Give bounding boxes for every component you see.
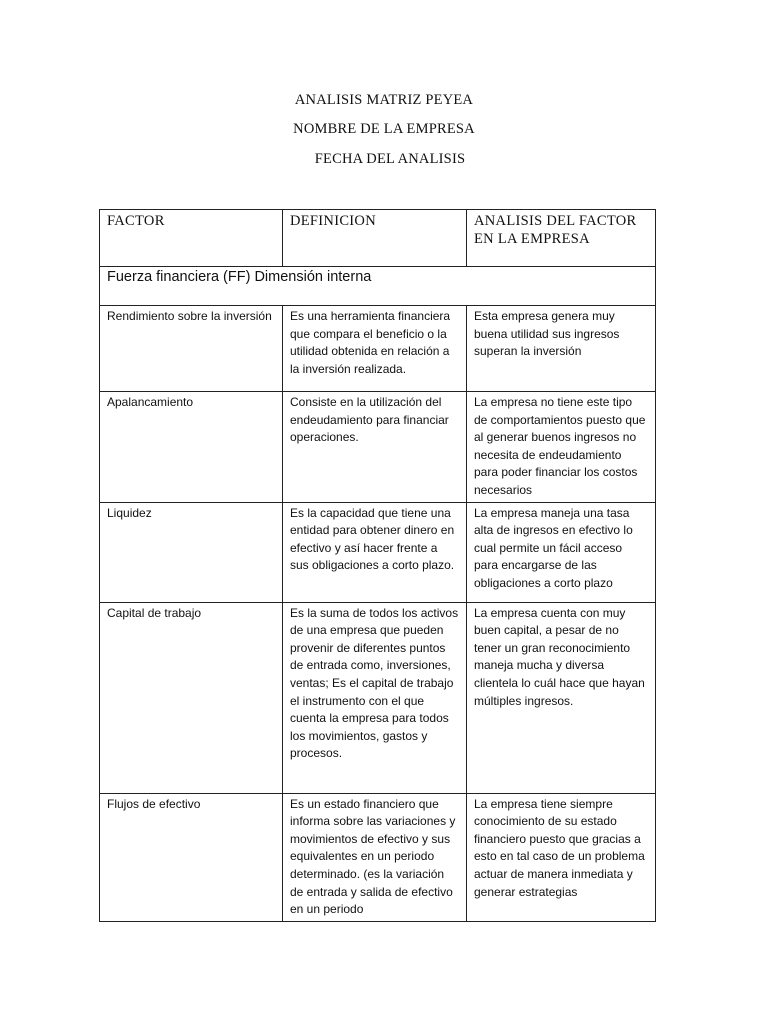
- analysis-cell: La empresa maneja una tasa alta de ingresos en efectivo lo cual permite un fácil acceso para encargarse de las obligaciones a corto plazo: [467, 502, 656, 602]
- table-row: [100, 502, 656, 602]
- definition-cell: Es un estado financiero que informa sobre las variaciones y movimientos de efectivo y sus equivalentes en un periodo determinado. (es la variación de entrada y salida de efectivo en un periodo: [283, 793, 467, 921]
- definition-cell: Es la suma de todos los activos de una empresa que pueden provenir de diferentes puntos de entrada como, inversiones, ventas; Es el capital de trabajo el instrumento con el que cuenta la empresa para todos los movimientos, gastos y procesos.: [283, 602, 467, 793]
- company-name-line: NOMBRE DE LA EMPRESA: [293, 121, 475, 137]
- definition-cell: Es la capacidad que tiene una entidad para obtener dinero en efectivo y así hacer frente a sus obligaciones a corto plazo.: [283, 502, 467, 602]
- section-row: [100, 267, 656, 306]
- analysis-cell: Esta empresa genera muy buena utilidad sus ingresos superan la inversión: [467, 306, 656, 392]
- section-title: Fuerza financiera (FF) Dimensión interna: [100, 267, 656, 306]
- definition-cell: Consiste en la utilización del endeudamiento para financiar operaciones.: [283, 392, 467, 503]
- table-row: [100, 602, 656, 793]
- factor-cell: Capital de trabajo: [100, 602, 283, 793]
- analysis-cell: La empresa cuenta con muy buen capital, a pesar de no tener un gran reconocimiento maneja mucha y diversa clientela lo cuál hace que hayan múltiples ingresos.: [467, 602, 656, 793]
- table-header-row: [100, 210, 656, 267]
- column-header-analisis: ANALISIS DEL FACTOR EN LA EMPRESA: [467, 210, 656, 267]
- factor-cell: Apalancamiento: [100, 392, 283, 503]
- document-title: ANALISIS MATRIZ PEYEA: [294, 92, 474, 108]
- analysis-cell: La empresa tiene siempre conocimiento de su estado financiero puesto que gracias a esto en tal caso de un problema actuar de manera inmediata y generar estrategias: [467, 793, 656, 921]
- peyea-matrix-table: [99, 209, 656, 922]
- analysis-date-line: FECHA DEL ANALISIS: [314, 151, 466, 167]
- analysis-cell: La empresa no tiene este tipo de comportamientos puesto que al generar buenos ingresos no necesita de endeudamiento para poder financiar los costos necesarios: [467, 392, 656, 503]
- table-row: [100, 306, 656, 392]
- column-header-definicion: DEFINICION: [283, 210, 467, 267]
- factor-cell: Flujos de efectivo: [100, 793, 283, 921]
- table-row: [100, 392, 656, 503]
- definition-cell: Es una herramienta financiera que compara el beneficio o la utilidad obtenida en relación a la inversión realizada.: [283, 306, 467, 392]
- factor-cell: Rendimiento sobre la inversión: [100, 306, 283, 392]
- table-row: [100, 793, 656, 921]
- column-header-factor: FACTOR: [100, 210, 283, 267]
- factor-cell: Liquidez: [100, 502, 283, 602]
